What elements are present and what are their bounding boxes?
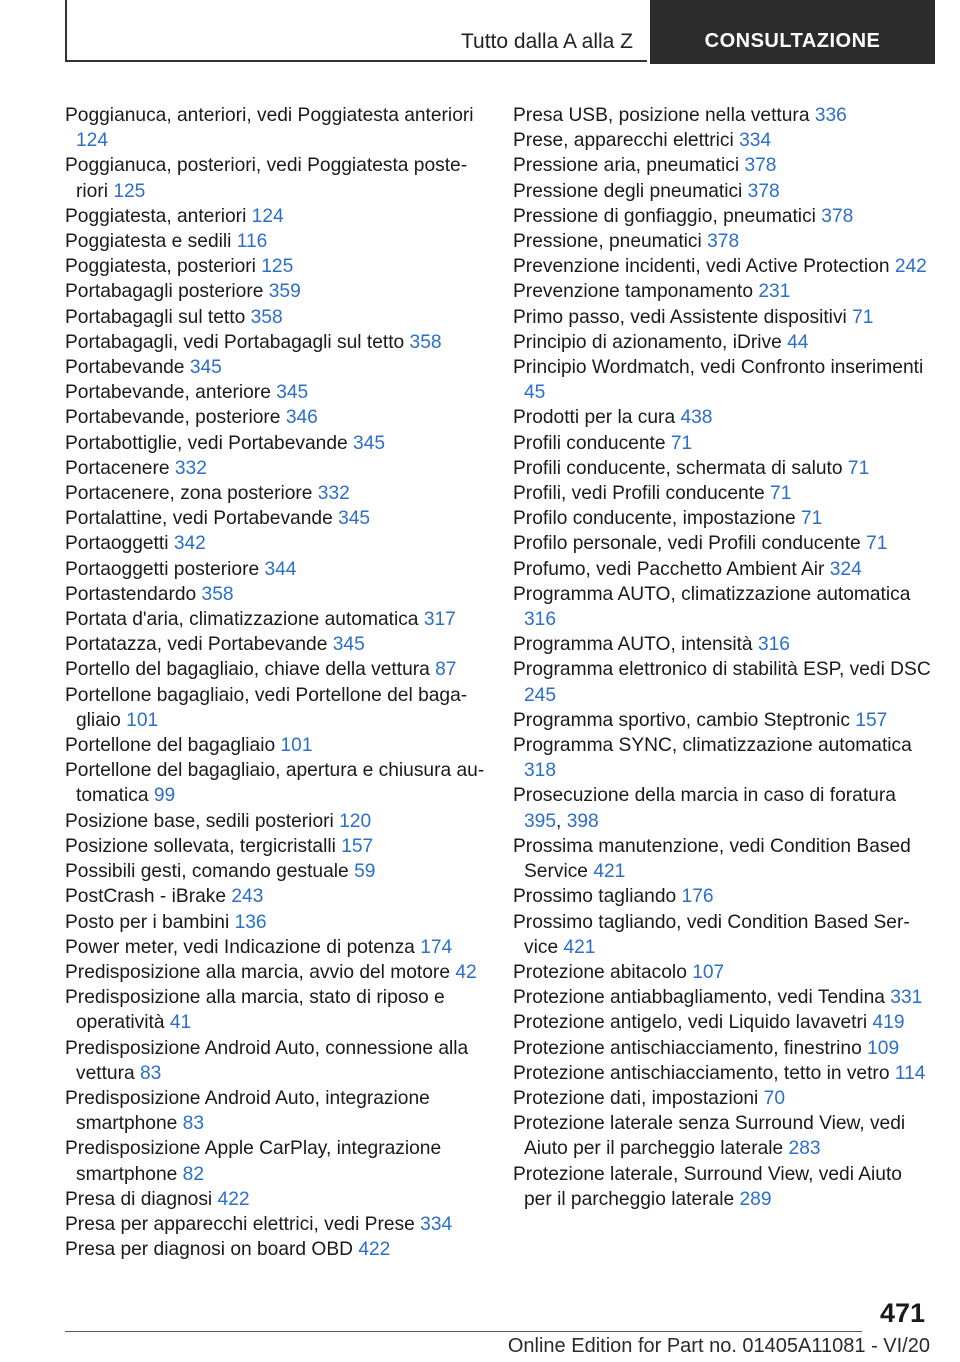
page-reference-link[interactable]: 283 [788,1138,821,1160]
page-reference-link[interactable]: 125 [113,180,146,202]
page-reference-link[interactable]: 71 [770,483,792,505]
index-entry [513,330,933,355]
index-entry [65,985,485,1035]
index-entry [513,355,933,405]
page-reference-link[interactable]: 342 [173,533,206,555]
index-entry [513,1111,933,1161]
index-entry [65,380,485,405]
index-entry-text: Posto per i bambini [65,911,230,933]
index-entry [65,279,485,304]
index-entry [65,229,485,254]
index-entry-text: Principio Wordmatch, vedi Confronto inserimenti [513,357,924,379]
index-entry [65,859,485,884]
index-entry [65,531,485,556]
index-entry-text: Poggiatesta, anteriori [65,205,247,227]
index-entry [513,884,933,909]
page-reference-link[interactable]: 71 [801,508,823,530]
index-entry-text: Posizione base, sedili posteriori [65,810,334,832]
page-reference-link[interactable]: 422 [358,1239,391,1261]
index-entry [65,657,485,682]
page-number: 471 [879,1298,925,1328]
index-entry [65,1237,485,1262]
page-reference-link[interactable]: 318 [524,760,557,782]
index-entry-text: Portellone bagagliaio, vedi Portellone del bagagliaio [65,684,468,731]
index-entry [513,834,933,884]
index-entry [65,254,485,279]
index-entry-text: Protezione antischiacciamento, tetto in vetro [513,1062,890,1084]
index-entry-text: Portabevande, posteriore [65,407,281,429]
index-entry-text: Poggiatesta, posteriori [65,256,256,278]
index-entry-text: Posizione sollevata, tergicristalli [65,835,336,857]
index-entry [513,910,933,960]
index-entry [513,128,933,153]
index-entry-text: Portabagagli posteriore [65,281,264,303]
index-entry [513,405,933,430]
page-reference-link[interactable]: 345 [332,634,365,656]
page-reference-link[interactable]: 378 [747,180,780,202]
index-entry [513,179,933,204]
index-entry-text: Portacenere, zona posteriore [65,483,313,505]
index-entry-text: Possibili gesti, comando gestuale [65,861,349,883]
page-reference-link[interactable]: 242 [894,256,927,278]
index-entry-text: Portatazza, vedi Portabevande [65,634,328,656]
edition-note: Online Edition for Part no. 01405A11081 - VI/20 [507,1335,930,1357]
index-entry [65,632,485,657]
page-reference-link[interactable]: 359 [268,281,301,303]
index-entry-text: Prevenzione tamponamento [513,281,753,303]
index-entry [65,884,485,909]
page-reference-link[interactable]: 116 [236,231,268,253]
page-reference-link[interactable]: 157 [341,835,374,857]
index-entry [513,506,933,531]
index-entry [65,481,485,506]
page-header [65,0,935,64]
header-section-box [65,0,647,62]
page-reference-link[interactable]: 125 [261,256,294,278]
page-reference-link[interactable]: 114 [894,1062,926,1084]
index-entry-text: Presa di diagnosi [65,1188,213,1210]
page-reference-link[interactable]: 324 [829,558,862,580]
page-reference-link[interactable]: 378 [821,205,854,227]
page-reference-link[interactable]: 70 [763,1087,785,1109]
index-entry-text: Protezione antischiacciamento, finestrino [513,1037,862,1059]
index-entry [65,733,485,758]
index-entry [65,834,485,859]
index-entry-text: Power meter, vedi Indicazione di potenza [65,936,415,958]
index-entry-text: Prossimo tagliando [513,886,677,908]
index-entry [513,1086,933,1111]
index-entry-text: Prossimo tagliando, vedi Condition Based Service [513,911,910,958]
page-reference-link[interactable]: 87 [435,659,457,681]
index-entry [513,960,933,985]
index-entry-text: Portabagagli sul tetto [65,306,246,328]
index-entry-text: Protezione antigelo, vedi Liquido lavavetri [513,1012,868,1034]
page-reference-link[interactable]: 101 [280,735,313,757]
index-column-left [65,103,485,1262]
page-reference-link[interactable]: 316 [757,634,790,656]
index-entry [513,103,933,128]
index-entry-text: Protezione abitacolo [513,961,687,983]
index-entry [65,456,485,481]
index-entry [513,481,933,506]
index-entry [65,607,485,632]
page-reference-link[interactable]: 395 [524,810,557,832]
index-entry-text: Portastendardo [65,583,197,605]
page-reference-link[interactable]: 59 [354,861,376,883]
index-entry-text: Primo passo, vedi Assistente dispositivi [513,306,847,328]
index-entry-text: Portalattine, vedi Portabevande [65,508,333,530]
index-entry-text: Principio di azionamento, iDrive [513,331,782,353]
page-reference-link[interactable]: 41 [169,1012,192,1034]
page-reference-link[interactable]: 99 [153,785,176,807]
index-entry-text: Programma AUTO, intensità [513,634,753,656]
index-entry [65,431,485,456]
index-entry-text: Profili, vedi Profili conducente [513,483,765,505]
index-entry [65,305,485,330]
index-entry [65,1187,485,1212]
page-reference-link[interactable]: 120 [339,810,372,832]
index-entry-text: Portellone del bagagliaio, apertura e chiusura automatica [65,760,485,807]
index-entry-text: Portellone del bagagliaio [65,735,276,757]
page-reference-link[interactable]: 82 [182,1163,205,1185]
index-entry [513,708,933,733]
index-entry-text: Predisposizione alla marcia, avvio del motore [65,961,450,983]
index-entry-text: Programma sportivo, cambio Steptronic [513,709,850,731]
page-reference-link[interactable]: 438 [680,407,713,429]
page-reference-link[interactable]: 358 [409,331,442,353]
page-reference-link[interactable]: 101 [126,709,159,731]
index-entry [65,1136,485,1186]
index-entry-text: Pressione aria, pneumatici [513,155,740,177]
page-reference-link[interactable]: 316 [524,609,557,631]
page-reference-link[interactable]: 83 [140,1062,162,1084]
index-entry-text: Prosecuzione della marcia in caso di foratura [513,785,896,807]
page-reference-link[interactable]: 71 [852,306,874,328]
index-entry-text: Pressione di gonfiaggio, pneumatici [513,205,816,227]
page-reference-link[interactable]: 421 [593,861,626,883]
page-reference-link[interactable]: 345 [353,432,386,454]
index-entry [513,153,933,178]
page-reference-link[interactable]: 45 [524,382,546,404]
index-entry [513,632,933,657]
page-reference-link[interactable]: 334 [739,130,772,152]
index-entry-text: PostCrash - iBrake [65,886,227,908]
page-reference-link[interactable]: 344 [264,558,297,580]
index-entry-text: Profumo, vedi Pacchetto Ambient Air [513,558,825,580]
footer-divider [65,1331,862,1332]
page-reference-link[interactable]: 83 [182,1113,205,1135]
index-column-right [513,103,933,1212]
page-reference-link[interactable]: 243 [231,886,264,908]
header-chapter-box [647,0,935,64]
index-entry-text: Poggiatesta e sedili [65,231,232,253]
page-reference-link[interactable]: 378 [707,231,740,253]
index-entry-text: Protezione laterale, Surround View, vedi Aiuto per il parcheggio laterale [513,1163,902,1210]
index-entry-text: Predisposizione Apple CarPlay, integrazione smartphone [65,1138,442,1185]
page-reference-link[interactable]: 378 [744,155,777,177]
index-entry [513,985,933,1010]
page-reference-link[interactable]: 124 [251,205,284,227]
index-entry-text: Portabevande, anteriore [65,382,271,404]
page-reference-link[interactable]: 124 [76,130,109,152]
index-entry-text: Portabevande [65,357,185,379]
page-reference-link[interactable]: 336 [814,105,847,126]
index-entry-text: Portabottiglie, vedi Portabevande [65,432,348,454]
index-entry [65,204,485,229]
page-reference-link[interactable]: 289 [739,1188,772,1210]
index-entry [65,683,485,733]
page-reference-link[interactable]: 345 [189,357,222,379]
index-entry [513,733,933,783]
index-entry-text: Predisposizione Android Auto, integrazione smartphone [65,1087,430,1135]
page-reference-link[interactable]: 331 [890,987,923,1009]
index-entry [65,960,485,985]
index-entry [65,582,485,607]
index-entry [513,229,933,254]
index-entry-text: Prossima manutenzione, vedi Condition Based Service [513,835,911,883]
index-entry-text: Portata d'aria, climatizzazione automatica [65,609,419,631]
index-entry [65,355,485,380]
page-reference-link[interactable]: 71 [866,533,888,555]
index-entry-text: Prese, apparecchi elettrici [513,130,734,152]
index-entry-text: Presa USB, posizione nella vettura [513,105,810,126]
index-entry-text: Profilo personale, vedi Profili conducente [513,533,861,555]
index-entry [513,531,933,556]
index-entry-text: Profili conducente [513,432,666,454]
page-reference-link[interactable]: 422 [217,1188,250,1210]
page-reference-link[interactable]: 157 [855,709,888,731]
index-entry-text: Portabagagli, vedi Portabagagli sul tetto [65,331,405,353]
index-entry [513,456,933,481]
page-reference-link[interactable]: 231 [758,281,791,303]
page-reference-link[interactable]: 42 [455,961,477,983]
index-entry-text: Pressione, pneumatici [513,231,702,253]
page-reference-link[interactable]: 421 [563,936,596,958]
chapter-title: CONSULTAZIONE [704,30,881,52]
page-reference-link[interactable]: 245 [524,684,557,706]
page-reference-link[interactable]: 345 [338,508,371,530]
page-reference-link[interactable]: 358 [201,583,234,605]
section-title: Tutto dalla A alla Z [461,30,633,53]
index-entry-text: Portacenere [65,457,170,479]
index-entry [65,405,485,430]
page-reference-link[interactable]: 109 [867,1037,900,1059]
index-entry-text: Presa per diagnosi on board OBD [65,1239,353,1261]
page-reference-link[interactable]: 419 [872,1012,905,1034]
index-entry-text: Predisposizione Android Auto, connessione alla vettura [65,1037,469,1084]
index-entry-text: Protezione dati, impostazioni [513,1087,759,1109]
index-entry [513,305,933,330]
index-entry [65,153,485,203]
index-entry [513,254,933,279]
index-entry-text: Programma elettronico di stabilità ESP, vedi DSC [513,659,931,681]
page-reference-link[interactable]: 71 [670,432,693,454]
index-entry [65,910,485,935]
index-entry [65,330,485,355]
index-entry [513,1036,933,1061]
index-entry [65,1212,485,1237]
page-reference-link[interactable]: 174 [420,936,453,958]
index-entry: Prosecuzione della marcia in caso di foratura 395, 398 [513,785,896,832]
index-entry-text: Prevenzione incidenti, vedi Active Protection [513,256,890,278]
page-reference-link[interactable]: 346 [285,407,318,429]
index-entry [513,1162,933,1212]
index-entry-text: Portaoggetti [65,533,169,555]
index-entry-text: Presa per apparecchi elettrici, vedi Prese [65,1213,415,1235]
index-entry [65,506,485,531]
index-entry-text: Programma SYNC, climatizzazione automatica [513,735,912,757]
index-entry [513,204,933,229]
index-entry-text: Protezione laterale senza Surround View, vedi Aiuto per il parcheggio laterale [513,1113,906,1160]
page-reference-link[interactable]: 44 [787,331,809,353]
index-entry-text: Poggianuca, posteriori, vedi Poggiatesta posteriori [65,155,468,202]
index-entry [513,1061,933,1086]
index-entry-text: Profilo conducente, impostazione [513,508,796,530]
index-entry [513,279,933,304]
index-entry [65,1036,485,1086]
page-reference-link[interactable]: 176 [681,886,714,908]
index-entry [65,809,485,834]
index-entry [65,103,485,153]
page-reference-link[interactable]: 358 [250,306,283,328]
page-reference-link[interactable]: 334 [420,1213,453,1235]
page-reference-link[interactable]: 398 [566,810,599,832]
page-reference-link[interactable]: 332 [317,483,350,505]
page-reference-link[interactable]: 136 [234,911,267,933]
index-entry [513,557,933,582]
index-entry [65,935,485,960]
index-entry [513,431,933,456]
index-entry-text: Protezione antiabbagliamento, vedi Tendina [513,987,885,1009]
index-entry [65,758,485,808]
page-reference-link[interactable]: 71 [847,457,870,479]
page-reference-link[interactable]: 345 [276,382,309,404]
index-entry-text: Prodotti per la cura [513,407,676,429]
index-entry-text: Profili conducente, schermata di saluto [513,457,843,479]
index-entry-text: Programma AUTO, climatizzazione automatica [513,583,911,605]
index-entry-text: Poggianuca, anteriori, vedi Poggiatesta anteriori [65,105,474,126]
page-reference-link[interactable]: 317 [423,609,456,631]
index-entry-text: Portaoggetti posteriore [65,558,260,580]
index-entry-text: Predisposizione alla marcia, stato di riposo e operatività [65,987,445,1034]
index-entry [513,582,933,632]
index-entry [65,557,485,582]
page-reference-link[interactable]: 332 [174,457,207,479]
index-entry-text: Pressione degli pneumatici [513,180,743,202]
page-reference-link[interactable]: 107 [692,961,725,983]
index-entry [513,657,933,707]
index-entry-text: Portello del bagagliaio, chiave della vettura [65,659,430,681]
index-entry [65,1086,485,1136]
index-entry [513,1010,933,1035]
